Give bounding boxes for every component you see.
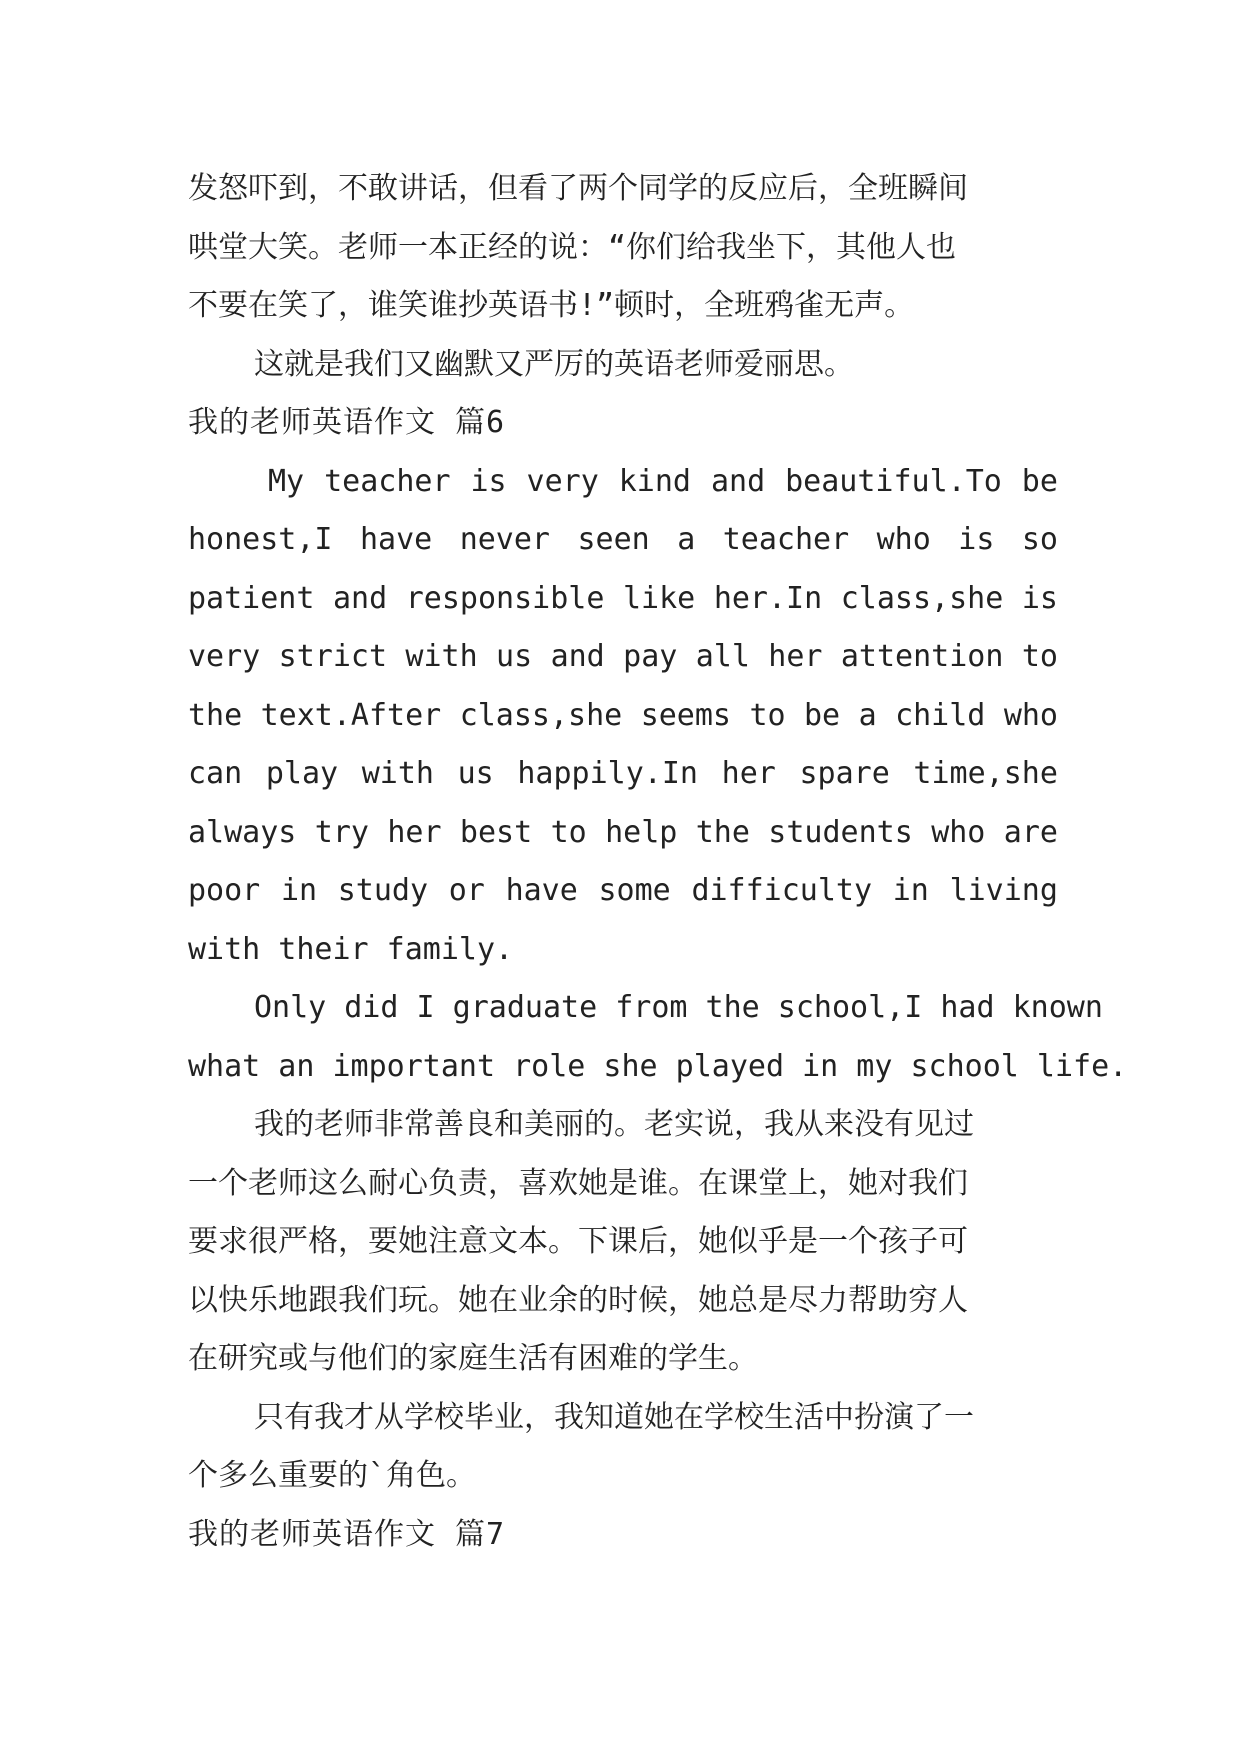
paragraph-prev [188, 160, 1058, 336]
word: beautiful.To [785, 463, 1002, 499]
word: a [677, 522, 696, 557]
word: poor [188, 873, 261, 908]
word: the [188, 697, 243, 733]
word: all [695, 639, 750, 674]
word: always [188, 814, 297, 850]
text-line: 发怒吓到，不敢讲话，但看了两个同学的反应后，全班瞬间 [188, 171, 968, 206]
word: very [526, 463, 599, 499]
word: never [459, 522, 550, 557]
word: with [361, 756, 434, 791]
word: her [387, 814, 442, 850]
english-line [188, 745, 1058, 804]
word: have [359, 522, 433, 557]
english-line [188, 570, 1058, 629]
word: happily.In [517, 756, 698, 791]
word: spare [799, 756, 890, 791]
text-line: 一个老师这么耐心负责，喜欢她是谁。在课堂上，她对我们 [188, 1165, 968, 1201]
english-line [188, 453, 1058, 512]
word: in [280, 873, 318, 908]
word: strict [278, 639, 388, 674]
word: try [314, 814, 369, 850]
word: is [470, 463, 507, 499]
word: who [931, 814, 986, 850]
word: help [605, 814, 678, 850]
english-paragraph-2 [188, 979, 1128, 1096]
text-line: 不要在笑了，谁笑谁抄英语书!”顿时，全班鸦雀无声。 [188, 288, 915, 323]
english-line [188, 804, 1058, 863]
text-line: 我的老师非常善良和美丽的。老实说，我从来没有见过 [254, 1107, 974, 1142]
word: study [337, 873, 429, 908]
text-line: 个多么重要的`角色。 [188, 1458, 477, 1493]
word: her [721, 756, 776, 791]
text-line: 以快乐地跟我们玩。她在业余的时候，她总是尽力帮助穷人 [188, 1282, 968, 1318]
word: her [768, 639, 823, 674]
word: to [1021, 639, 1058, 674]
word: some [598, 873, 671, 908]
word: seems [640, 697, 731, 733]
word: seen [577, 522, 650, 557]
word: so [1021, 522, 1058, 557]
word: and [333, 580, 388, 616]
word: is [958, 522, 995, 557]
word: difficulty [691, 873, 873, 908]
text-line: 只有我才从学校毕业，我知道她在学校生活中扮演了一 [254, 1399, 974, 1435]
word: us [496, 639, 533, 674]
english-line [188, 628, 1058, 687]
word: and [550, 639, 605, 674]
word: patient [188, 580, 315, 616]
word: honest,I [188, 522, 333, 557]
word: very [188, 639, 261, 674]
text-line: 哄堂大笑。老师一本正经的说：“你们给我坐下，其他人也 [188, 229, 957, 265]
section-heading-7: 我的老师英语作文 篇7 [188, 1516, 506, 1552]
word: the [695, 814, 750, 850]
word: us [457, 756, 494, 791]
english-paragraph-1 [188, 453, 1058, 980]
word: class,she [840, 580, 1004, 616]
word: a [858, 697, 877, 733]
word: and [710, 463, 766, 499]
text-line: 在研究或与他们的家庭生活有困难的学生。 [188, 1341, 758, 1376]
english-line [188, 511, 1058, 570]
text-line: 要求很严格，要她注意文本。下课后，她似乎是一个孩子可 [188, 1224, 968, 1259]
word: like [623, 580, 696, 616]
chinese-paragraph-2 [188, 1389, 1058, 1506]
word: her.In [713, 580, 823, 616]
word: time,she [913, 756, 1058, 791]
word: kind [618, 463, 691, 499]
word: or [448, 873, 485, 908]
section-heading-6: 我的老师英语作文 篇6 [188, 405, 506, 440]
word: to [550, 814, 587, 850]
document-page [188, 160, 1128, 1564]
word: to [749, 697, 786, 733]
word: is [1021, 580, 1058, 616]
word: who [876, 522, 931, 557]
word: class,she [459, 697, 623, 733]
word: be [1021, 463, 1058, 499]
word: be [804, 697, 841, 733]
word: responsible [405, 580, 605, 616]
word: students [768, 814, 913, 850]
word: can [188, 756, 243, 791]
word: pay [623, 639, 678, 674]
english-line [188, 687, 1058, 746]
word: living [949, 873, 1058, 908]
word: have [505, 873, 578, 908]
english-line [188, 862, 1058, 921]
word: teacher [722, 522, 850, 557]
paragraph-closing: 这就是我们又幽默又严厉的英语老师爱丽思。 [254, 346, 854, 382]
english-line-last: with their family. [188, 931, 514, 967]
word: with [405, 639, 478, 674]
english-line: Only did I graduate from the school,I had known [254, 990, 1103, 1025]
word: are [1003, 814, 1058, 850]
word: best [459, 814, 533, 850]
word: text.After [260, 697, 442, 733]
word: attention [840, 639, 1004, 674]
english-line-last: what an important role she played in my school life. [188, 1048, 1128, 1084]
chinese-paragraph-1 [188, 1096, 1058, 1389]
word: in [892, 873, 929, 908]
word: who [1003, 697, 1058, 733]
word: My [268, 463, 305, 499]
word: teacher [324, 463, 451, 499]
word: play [265, 756, 339, 791]
word: child [895, 697, 986, 733]
